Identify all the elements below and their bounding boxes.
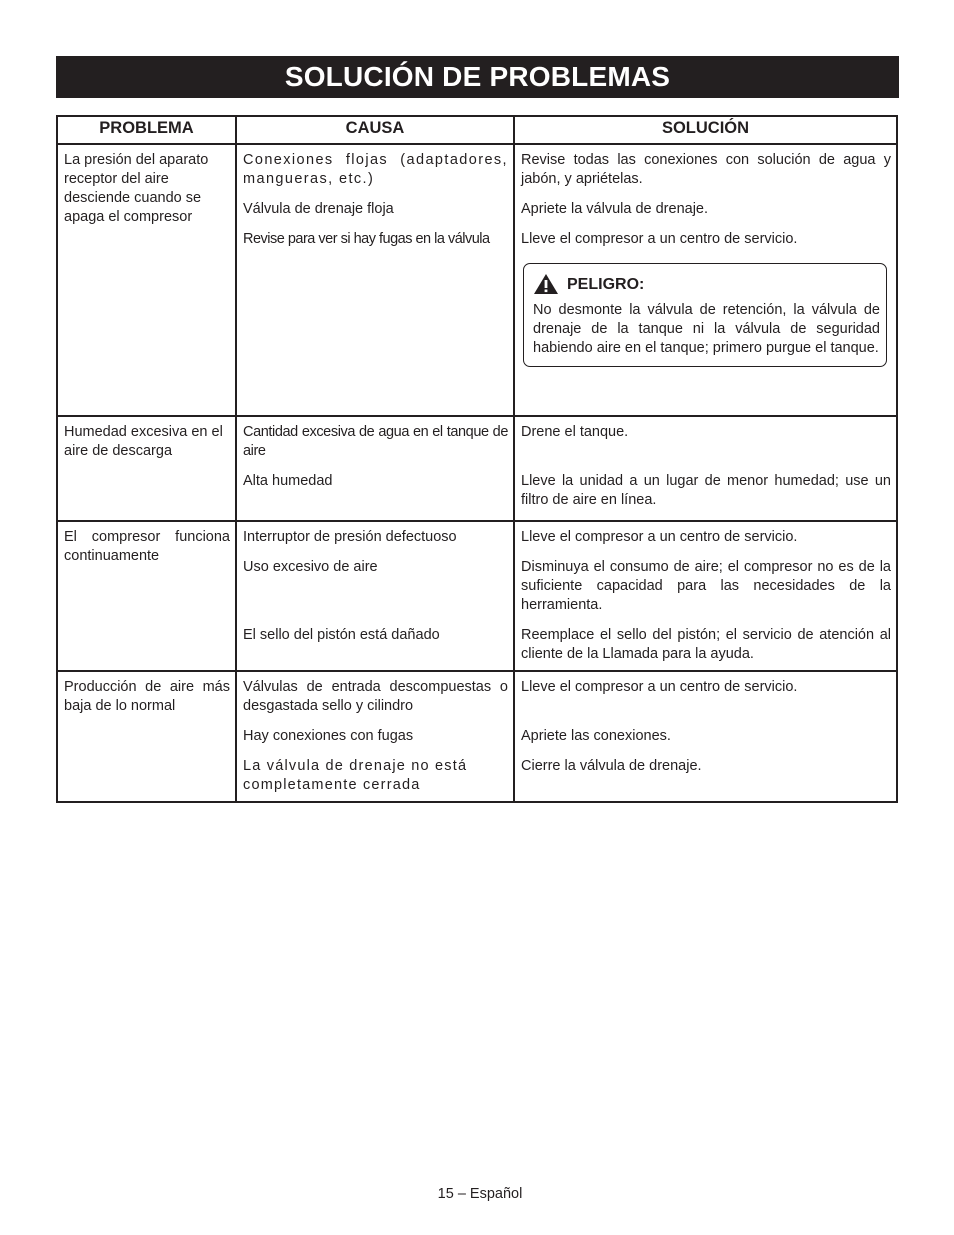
cause-text: Uso excesivo de aire — [243, 559, 378, 575]
problem-cell — [57, 521, 236, 671]
cause-text: Revise para ver si hay fugas en la válvula — [243, 231, 490, 247]
solution-text: Reemplace el sello del pistón; el servicio de atención al cliente de la Llamada para la ayuda. — [521, 627, 891, 662]
danger-notice — [523, 263, 887, 367]
page-title: SOLUCIÓN DE PROBLEMAS — [56, 56, 899, 98]
solution-text: Revise todas las conexiones con solución de agua y jabón, y apriételas. — [521, 152, 891, 187]
cause-text: Válvula de drenaje floja — [243, 201, 394, 217]
solution-text: Lleve el compresor a un centro de servicio. — [521, 529, 798, 545]
problem-cell — [57, 416, 236, 521]
table-row — [57, 416, 897, 521]
danger-text: No desmonte la válvula de retención, la válvula de drenaje de la tanque ni la válvula de seguridad habiendo aire en el tanque; primero purgue el tanque. — [533, 302, 880, 356]
danger-heading — [533, 273, 880, 295]
solution-text: Cierre la válvula de drenaje. — [521, 758, 702, 774]
table-row — [57, 144, 897, 416]
solution-text: Lleve el compresor a un centro de servicio. — [521, 231, 798, 247]
problem-text: Humedad excesiva en el aire de descarga — [64, 424, 223, 459]
solution-cell — [514, 416, 897, 521]
solution-text: Lleve la unidad a un lugar de menor humedad; use un filtro de aire en línea. — [521, 473, 891, 508]
solution-cell — [514, 671, 897, 802]
cause-text: Interruptor de presión defectuoso — [243, 529, 457, 545]
solution-text: Apriete las conexiones. — [521, 728, 671, 744]
cause-text: La válvula de drenaje no está completamente cerrada — [243, 758, 468, 793]
problem-text: El compresor funciona continuamente — [64, 529, 230, 564]
cause-cell — [236, 144, 514, 416]
cause-text: Hay conexiones con fugas — [243, 728, 414, 744]
header-cause: CAUSA — [236, 116, 514, 144]
cause-cell — [236, 671, 514, 802]
cause-cell — [236, 521, 514, 671]
problem-cell — [57, 671, 236, 802]
table-row — [57, 521, 897, 671]
warning-triangle-icon — [533, 273, 559, 295]
solution-text: Lleve el compresor a un centro de servicio. — [521, 679, 798, 695]
solution-text: Apriete la válvula de drenaje. — [521, 201, 709, 217]
cause-text: Alta humedad — [243, 473, 333, 489]
header-problem: PROBLEMA — [57, 116, 236, 144]
cause-cell — [236, 416, 514, 521]
cause-text: Válvulas de entrada descompuestas o desgastada sello y cilindro — [243, 679, 508, 714]
table-row — [57, 671, 897, 802]
problem-cell — [57, 144, 236, 416]
table-header-row — [57, 116, 897, 144]
problem-text: Producción de aire más baja de lo normal — [64, 679, 230, 714]
solution-cell — [514, 521, 897, 671]
header-solution: SOLUCIÓN — [514, 116, 897, 144]
danger-label: PELIGRO: — [567, 275, 645, 293]
cause-text: Conexiones flojas (adaptadores, mangueras, etc.) — [243, 152, 508, 187]
page-footer: 15 – Español — [437, 1186, 523, 1202]
cause-text: Cantidad excesiva de agua en el tanque de aire — [243, 424, 508, 459]
solution-cell — [514, 144, 897, 416]
cause-text: El sello del pistón está dañado — [243, 627, 440, 643]
solution-text: Drene el tanque. — [521, 424, 629, 440]
solution-text: Disminuya el consumo de aire; el compresor no es de la suficiente capacidad para las necesidades de la herramienta. — [521, 559, 891, 613]
troubleshooting-table — [56, 115, 898, 803]
problem-text: La presión del aparato receptor del aire desciende cuando se apaga el compresor — [64, 152, 209, 225]
